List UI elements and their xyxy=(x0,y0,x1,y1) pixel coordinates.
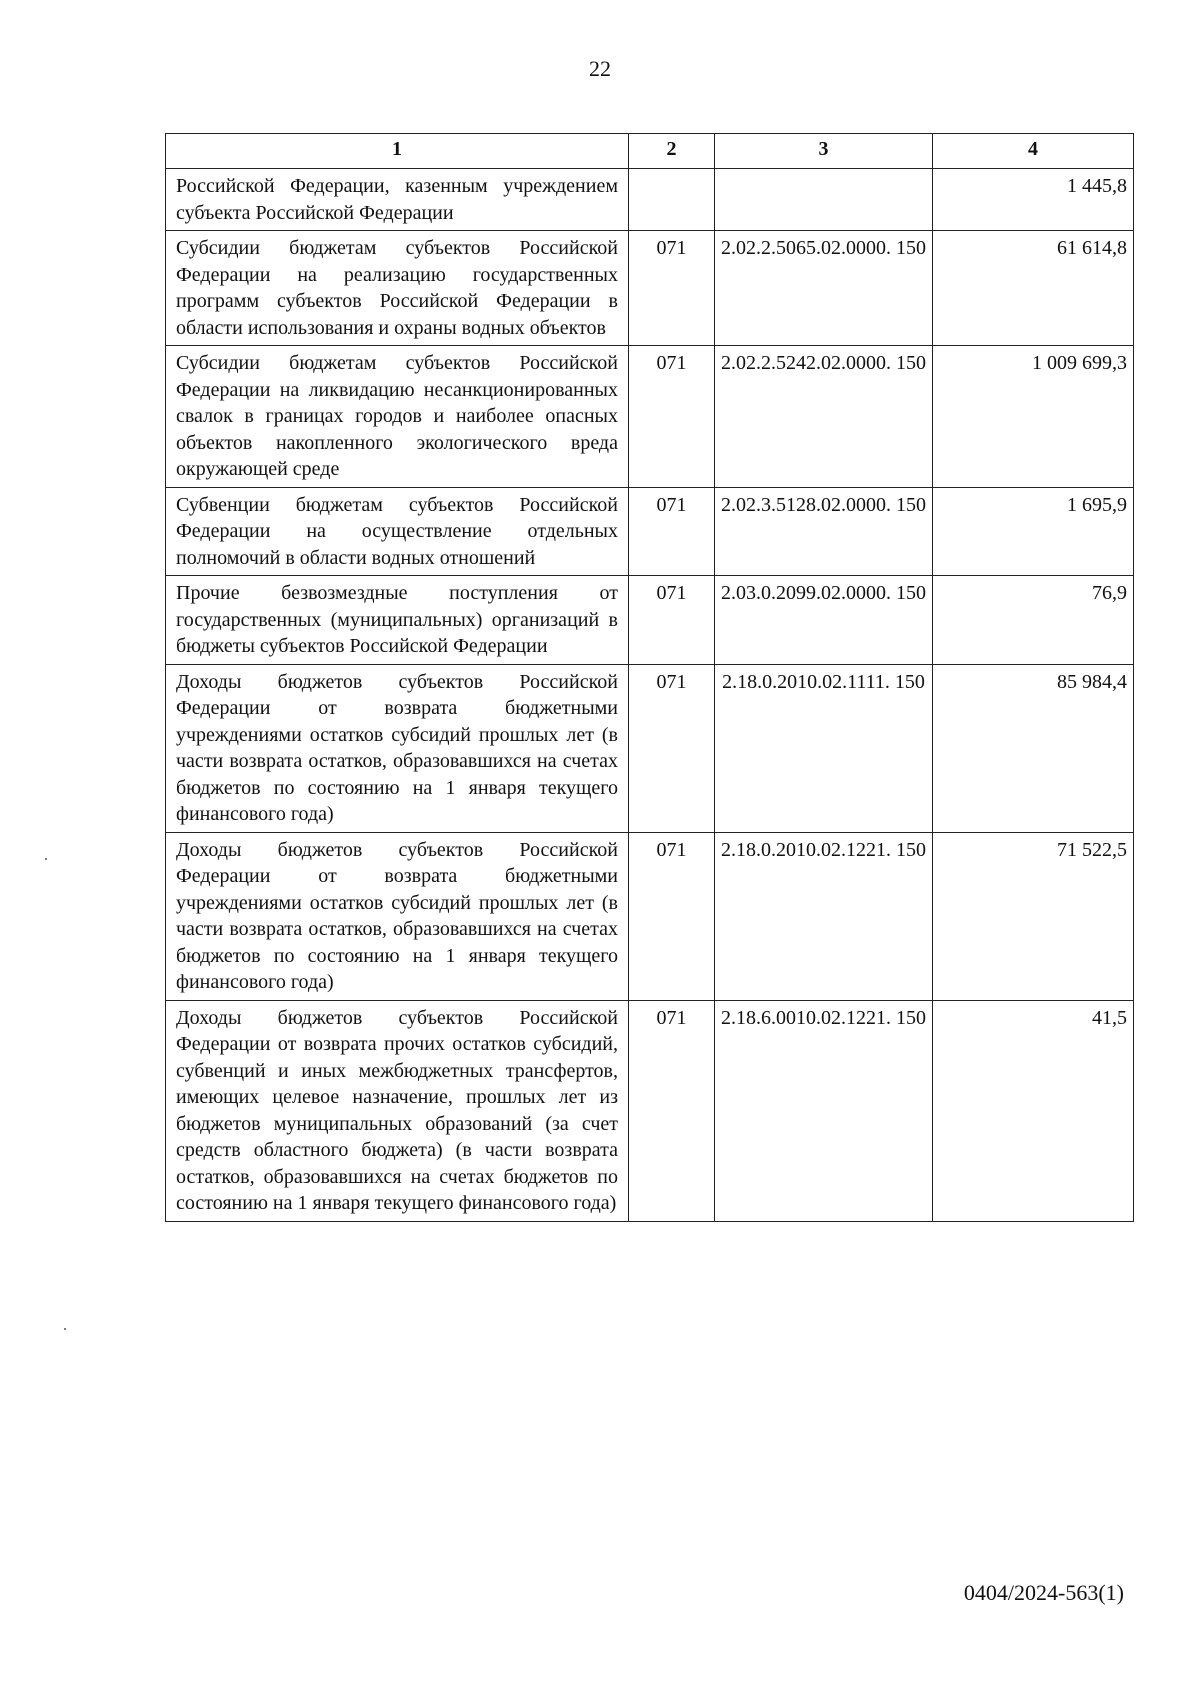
budget-table xyxy=(165,133,1134,1222)
row-description: Субсидии бюджетам субъектов Российской Федерации на реализацию государственных программ субъектов Российской Федерации в области использования и охраны водных объектов xyxy=(166,231,629,346)
row-admin-code: 071 xyxy=(629,576,715,665)
column-header-4: 4 xyxy=(933,134,1134,169)
row-description: Прочие безвозмездные поступления от государственных (муниципальных) организаций в бюджеты субъектов Российской Федерации xyxy=(166,576,629,665)
row-budget-code: 2.03.0.2099.02.0000. 150 xyxy=(715,576,933,665)
table-header-row xyxy=(166,134,1134,169)
row-budget-code: 2.18.0.2010.02.1221. 150 xyxy=(715,832,933,1000)
row-budget-code: 2.02.2.5065.02.0000. 150 xyxy=(715,231,933,346)
row-budget-code: 2.02.2.5242.02.0000. 150 xyxy=(715,346,933,488)
table-row xyxy=(166,231,1134,346)
row-budget-code: 2.02.3.5128.02.0000. 150 xyxy=(715,487,933,576)
row-amount: 76,9 xyxy=(933,576,1134,665)
table-row xyxy=(166,576,1134,665)
column-header-1: 1 xyxy=(166,134,629,169)
row-budget-code: 2.18.6.0010.02.1221. 150 xyxy=(715,1000,933,1221)
row-admin-code: 071 xyxy=(629,1000,715,1221)
row-amount: 61 614,8 xyxy=(933,231,1134,346)
table-row xyxy=(166,664,1134,832)
row-budget-code: 2.18.0.2010.02.1111. 150 xyxy=(715,664,933,832)
row-amount: 41,5 xyxy=(933,1000,1134,1221)
row-admin-code: 071 xyxy=(629,664,715,832)
row-admin-code: 071 xyxy=(629,346,715,488)
scan-speck xyxy=(45,858,47,860)
row-amount: 1 445,8 xyxy=(933,169,1134,231)
row-admin-code: 071 xyxy=(629,487,715,576)
row-amount: 1 009 699,3 xyxy=(933,346,1134,488)
table-row xyxy=(166,487,1134,576)
table-row xyxy=(166,1000,1134,1221)
row-amount: 71 522,5 xyxy=(933,832,1134,1000)
table-row xyxy=(166,832,1134,1000)
row-description: Субвенции бюджетам субъектов Российской Федерации на осуществление отдельных полномочий в области водных отношений xyxy=(166,487,629,576)
scan-speck xyxy=(64,1328,66,1330)
table-row xyxy=(166,346,1134,488)
table-row xyxy=(166,169,1134,231)
row-admin-code: 071 xyxy=(629,832,715,1000)
row-description: Субсидии бюджетам субъектов Российской Федерации на ликвидацию несанкционированных свалок в границах городов и наиболее опасных объектов накопленного экологического вреда окружающей среде xyxy=(166,346,629,488)
row-description: Доходы бюджетов субъектов Российской Федерации от возврата бюджетными учреждениями остатков субсидий прошлых лет (в части возврата остатков, образовавшихся на счетах бюджетов по состоянию на 1 января текущего финансового года) xyxy=(166,832,629,1000)
row-admin-code: 071 xyxy=(629,231,715,346)
row-amount: 1 695,9 xyxy=(933,487,1134,576)
row-description: Российской Федерации, казенным учреждением субъекта Российской Федерации xyxy=(166,169,629,231)
row-description: Доходы бюджетов субъектов Российской Федерации от возврата прочих остатков субсидий, субвенций и иных межбюджетных трансфертов, имеющих целевое назначение, прошлых лет из бюджетов муниципальных образований (за счет средств областного бюджета) (в части возврата остатков, образовавшихся на счетах бюджетов по состоянию на 1 января текущего финансового года) xyxy=(166,1000,629,1221)
row-admin-code xyxy=(629,169,715,231)
document-number: 0404/2024-563(1) xyxy=(963,1580,1124,1605)
row-amount: 85 984,4 xyxy=(933,664,1134,832)
column-header-3: 3 xyxy=(715,134,933,169)
page-number: 22 xyxy=(589,56,611,81)
row-budget-code xyxy=(715,169,933,231)
column-header-2: 2 xyxy=(629,134,715,169)
row-description: Доходы бюджетов субъектов Российской Федерации от возврата бюджетными учреждениями остатков субсидий прошлых лет (в части возврата остатков, образовавшихся на счетах бюджетов по состоянию на 1 января текущего финансового года) xyxy=(166,664,629,832)
